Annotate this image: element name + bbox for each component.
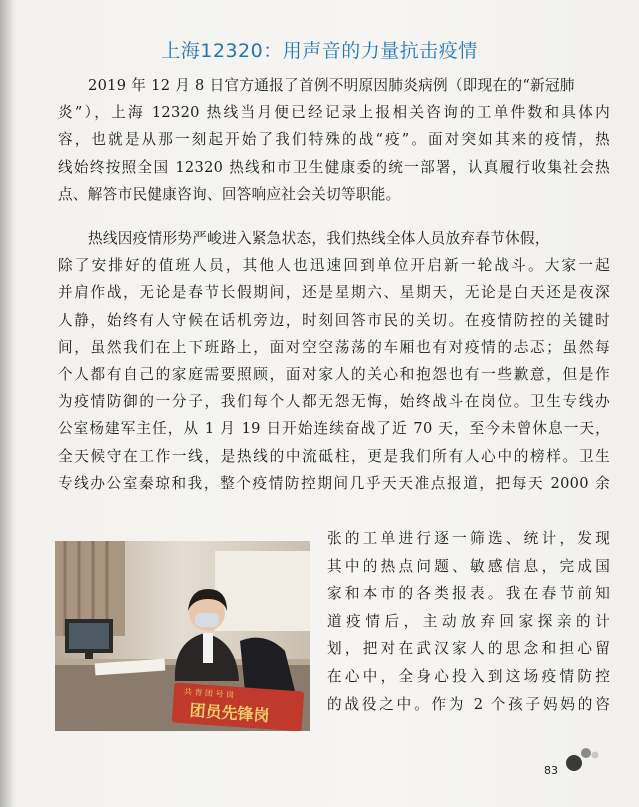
text-line: 道疫情后，主动放弃回家探亲的计 (327, 612, 610, 630)
text-line: 炎”），上海 12320 热线当月便已经记录上报相关咨询的工单件数和具体内 (58, 104, 610, 122)
text-line: 人静，始终有人守候在话机旁边，时刻回答市民的关切。在疫情防控的关键时 (58, 311, 610, 329)
text-line: 为疫情防御的一分子，我们每个人都无怨无悔，始终战斗在岗位。卫生专线办 (58, 393, 610, 411)
paragraph-2-wrapped-column (327, 525, 610, 718)
text-line: 热线因疫情形势严峻进入紧急状态，我们热线全体人员放弃春节休假， (88, 230, 550, 247)
banner-top-text: 共 青 团 号 岗 (183, 687, 235, 700)
text-line: 并肩作战，无论是春节长假期间，还是星期六、星期天，无论是白天还是夜深 (58, 284, 610, 302)
dot-large (566, 755, 582, 771)
banner-text: 团员先锋岗 (189, 700, 271, 726)
photo-illustration (55, 541, 310, 731)
text-line: 在心中，全身心投入到这场疫情防控 (327, 667, 610, 685)
text-line: 划，把对在武汉家人的思念和担心留 (327, 640, 610, 658)
text-line: 公室杨建军主任，从 1 月 19 日开始连续奋战了近 70 天，至今未曾休息一天， (58, 420, 610, 438)
dot-medium (581, 748, 591, 758)
hotline-operator-photo (55, 541, 310, 731)
text-line: 家和本市的各类报表。我在春节前知 (327, 585, 610, 603)
paragraph-1 (58, 72, 610, 208)
text-line: 其中的热点问题、敏感信息，完成国 (327, 557, 610, 575)
text-line: 除了安排好的值班人员，其他人也迅速回到单位开启新一轮战斗。大家一起 (58, 257, 610, 275)
text-line: 线始终按照全国 12320 热线和市卫生健康委的统一部署，认真履行收集社会热 (58, 158, 610, 176)
paragraph-2 (58, 225, 610, 497)
text-line: 专线办公室秦琼和我，整个疫情防控期间几乎天天准点报道，把每天 2000 余 (58, 474, 610, 492)
text-line: 张的工单进行逐一筛选、统计，发现 (327, 530, 610, 547)
text-line: 的战役之中。作为 2 个孩子妈妈的咨 (327, 695, 610, 713)
page-number-dots (566, 745, 606, 775)
text-line: 点、解答市民健康咨询、回答响应社会关切等职能。 (58, 185, 401, 203)
text-line: 间，虽然我们在上下班路上，面对空空荡荡的车厢也有对疫情的忐忑；虽然每 (58, 338, 610, 356)
text-line: 全天候守在工作一线，是热线的中流砥柱，更是我们所有人心中的榜样。卫生 (58, 447, 610, 465)
page-title: 上海12320：用声音的力量抗击疫情 (161, 40, 478, 62)
text-line: 容，也就是从那一刻起开始了我们特殊的战“疫”。面对突如其来的疫情，热 (58, 131, 610, 149)
spine-shadow (0, 0, 14, 807)
dot-small (592, 752, 599, 759)
page-number: 83 (544, 764, 558, 777)
text-line: 个人都有自己的家庭需要照顾，面对家人的关心和抱怨也有一些歉意，但是作 (58, 366, 610, 384)
window (215, 551, 310, 631)
text-line: 2019 年 12 月 8 日官方通报了首例不明原因肺炎病例（即现在的“新冠肺 (88, 77, 575, 94)
